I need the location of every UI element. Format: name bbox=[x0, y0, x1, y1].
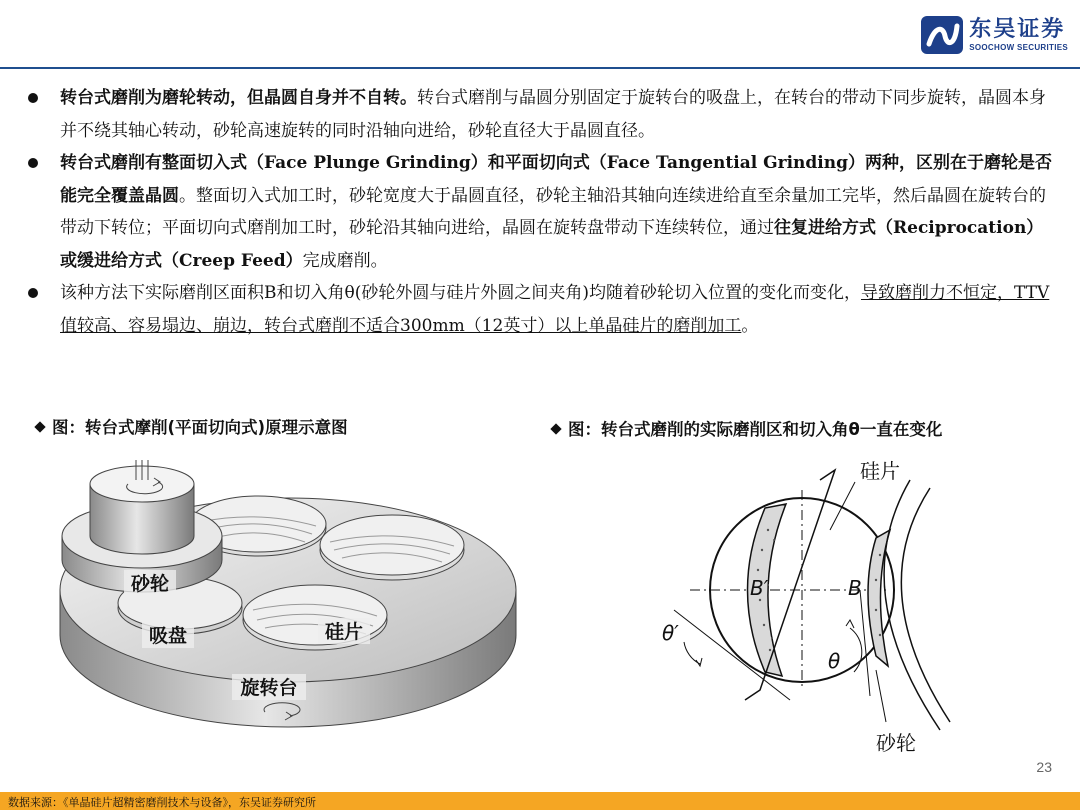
bullet-list bbox=[28, 82, 1058, 342]
diamond-icon bbox=[550, 423, 561, 434]
bullet-2-text-a: 。整面切入式加工时，砂轮宽度大于晶圆直径，砂轮主轴沿其轴向连续进给直至余量加工完毕，然后晶圆在旋转台的带动下转位；平面切向式磨削加工时，砂轮沿其轴向进给，晶圆在旋转盘带动下连续转位，通过 bbox=[60, 185, 1046, 238]
bullet-3-underlined: 导致磨削力不恒定，TTV值较高、容易塌边、崩边，转台式磨削不适合300mm（12英寸）以上单晶硅片的磨削加工 bbox=[60, 283, 1050, 336]
label-table: 旋转台 bbox=[240, 677, 298, 699]
bullet-3-text-b: 。 bbox=[741, 315, 759, 336]
brand-name-cn: 东吴证券 bbox=[969, 17, 1066, 42]
figure-left-title: 图：转台式摩削(平面切向式)原理示意图 bbox=[36, 414, 348, 438]
bullet-item-2 bbox=[28, 147, 1058, 277]
bullet-2-mid: 往复进给方式（Reciprocation）或缓进给方式（Creep Feed） bbox=[60, 218, 1044, 271]
label-b-prime: B′ bbox=[750, 576, 769, 600]
rotary-grinding-diagram bbox=[50, 450, 530, 740]
header-bar bbox=[0, 0, 1080, 68]
contact-angle-diagram bbox=[650, 460, 970, 760]
label-theta: θ bbox=[828, 649, 841, 673]
bullet-dot-icon bbox=[28, 93, 38, 103]
footer-bar bbox=[0, 792, 1080, 810]
bullet-item-3 bbox=[28, 277, 1058, 342]
bullet-1-lead: 转台式磨削为磨轮转动，但晶圆自身并不自转。 bbox=[60, 88, 417, 108]
brand-logo-icon bbox=[921, 16, 963, 54]
brand-name-en: SOOCHOW SECURITIES bbox=[969, 43, 1068, 52]
bullet-dot-icon bbox=[28, 288, 38, 298]
wafer-shape bbox=[320, 515, 464, 580]
bullet-dot-icon bbox=[28, 158, 38, 168]
header-divider bbox=[0, 67, 1080, 69]
grinding-zone-right bbox=[868, 530, 890, 666]
bullet-2-lead: 转台式磨削有整面切入式（Face Plunge Grinding）和平面切向式（Face Tangential Grinding）两种，区别在于磨轮是否能完全覆盖晶圆 bbox=[60, 153, 1052, 206]
bullet-item-1 bbox=[28, 82, 1058, 147]
label-wheel: 砂轮 bbox=[130, 573, 170, 595]
label-wheel-right: 砂轮 bbox=[876, 731, 916, 755]
diamond-icon bbox=[34, 421, 45, 432]
brand-logo bbox=[921, 16, 1068, 54]
bullet-1-text: 转台式磨削与晶圆分别固定于旋转台的吸盘上，在转台的带动下同步旋转，晶圆本身并不绕其轴心转动，砂轮高速旋转的同时沿轴向进给，砂轮直径大于晶圆直径。 bbox=[60, 88, 1046, 141]
label-chuck: 吸盘 bbox=[148, 625, 188, 647]
label-wafer: 硅片 bbox=[324, 621, 364, 643]
page-number: 23 bbox=[1036, 759, 1052, 775]
figure-right-title: 图：转台式磨削的实际磨削区和切入角θ一直在变化 bbox=[552, 416, 942, 440]
bullet-3-text-a: 该种方法下实际磨削区面积B和切入角θ(砂轮外圆与硅片外圆之间夹角)均随着砂轮切入位置的变化而变化， bbox=[60, 283, 861, 303]
label-b: B bbox=[848, 576, 862, 600]
label-theta-prime: θ′ bbox=[662, 621, 679, 645]
footer-source: 数据来源：《单晶硅片超精密磨削技术与设备》，东吴证券研究所 bbox=[8, 796, 316, 809]
bullet-2-text-b: 完成磨削。 bbox=[302, 250, 388, 271]
label-wafer-right: 硅片 bbox=[860, 460, 900, 483]
